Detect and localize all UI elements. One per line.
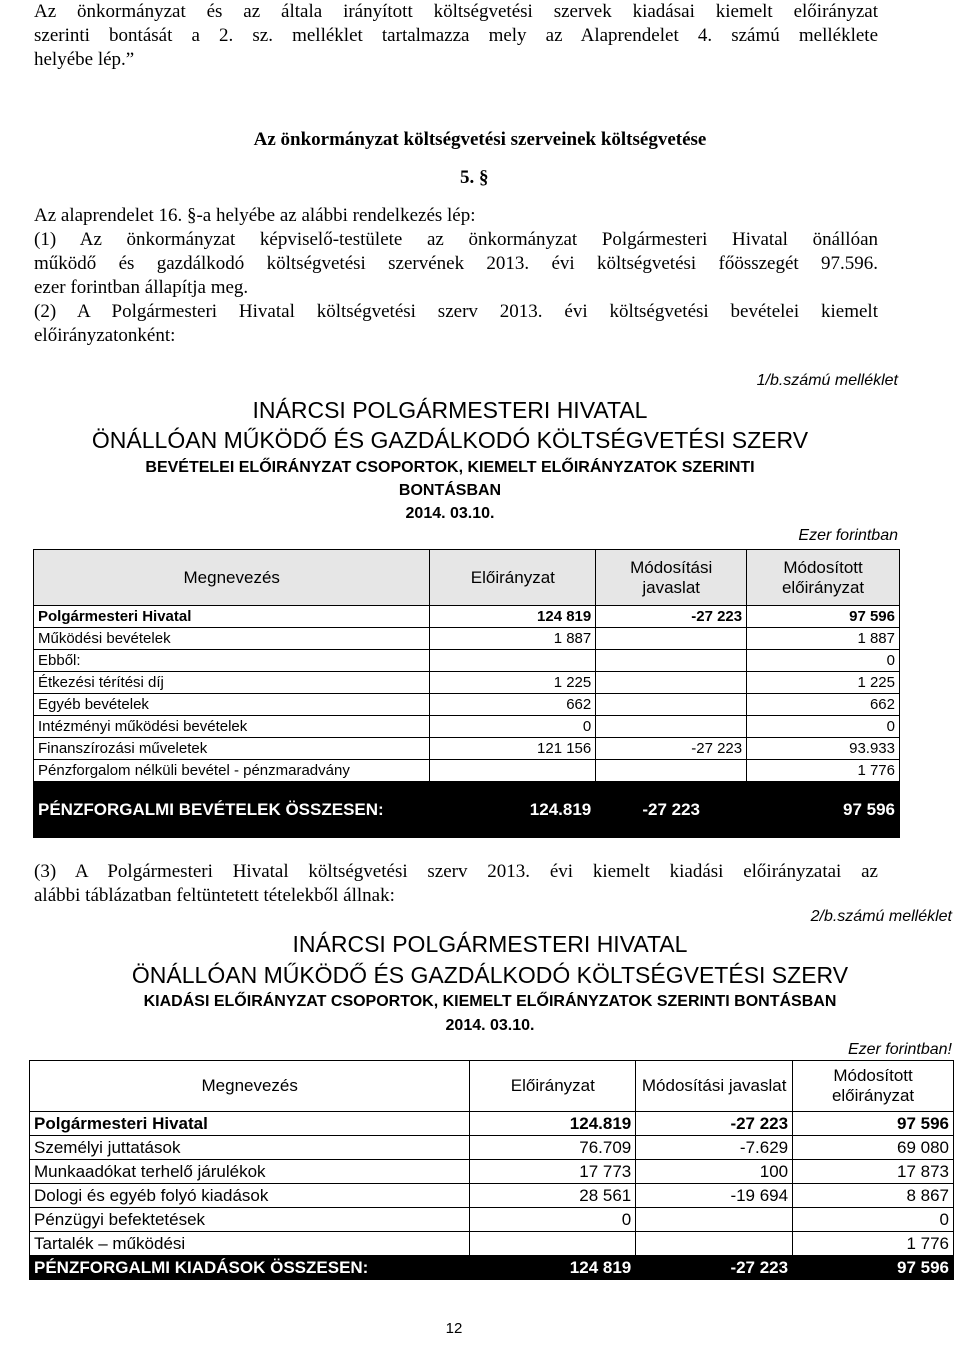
table-row [34, 672, 900, 694]
table-row [34, 650, 900, 672]
annex2-unit: Ezer forintban! [847, 1041, 952, 1058]
intro-line: Az önkormányzat és az általa irányított költségvetési szervek kiadásai kiemelt előirányzat [34, 1, 878, 22]
cell: 97 596 [747, 782, 900, 838]
main-paragraph [34, 204, 878, 348]
cell: Ebből: [34, 650, 430, 672]
cell: 0 [747, 650, 900, 672]
intro-line: szerinti bontását a 2. sz. melléklet tartalmazza mely az Alaprendelet 4. számú melléklete [34, 25, 878, 46]
para-line: (1) Az önkormányzat képviselő-testülete az önkormányzat Polgármesteri Hivatal önállóan [34, 229, 878, 250]
cell: 121 156 [430, 738, 596, 760]
cell: Étkezési térítési díj [34, 672, 430, 694]
cell: 662 [430, 694, 596, 716]
cell: Egyéb bevételek [34, 694, 430, 716]
cell: 8 867 [793, 1184, 954, 1208]
para-line: Az alaprendelet 16. §-a helyébe az alábbi rendelkezés lép: [34, 205, 476, 226]
cell: 1 887 [430, 628, 596, 650]
table-row [34, 628, 900, 650]
cell: 69 080 [793, 1136, 954, 1160]
cell: Pénzügyi befektetések [30, 1208, 470, 1232]
col-header: Előirányzat [430, 550, 596, 606]
cell: Pénzforgalom nélküli bevétel - pénzmaradvány [34, 760, 430, 782]
table-row [30, 1112, 954, 1136]
table-row [30, 1184, 954, 1208]
cell: Polgármesteri Hivatal [30, 1112, 470, 1136]
annex2-title1: INÁRCSI POLGÁRMESTERI HIVATAL [292, 931, 688, 957]
cell: -27 223 [596, 738, 747, 760]
intro-paragraph [34, 0, 878, 72]
table-row [34, 694, 900, 716]
revenue-table [33, 549, 900, 838]
cell: Polgármesteri Hivatal [34, 606, 430, 628]
col-header: Módosítási javaslat [636, 1061, 793, 1112]
intro-line: helyébe lép.” [34, 49, 135, 70]
cell: PÉNZFORGALMI KIADÁSOK ÖSSZESEN: [30, 1256, 470, 1280]
cell: 17 773 [470, 1160, 636, 1184]
cell: Tartalék – működési [30, 1232, 470, 1256]
cell [636, 1232, 793, 1256]
section-number: 5. § [460, 167, 489, 188]
cell: 76.709 [470, 1136, 636, 1160]
cell: 124.819 [430, 782, 596, 838]
para3 [34, 860, 878, 908]
para-line: alábbi táblázatban feltüntetett tételekből állnak: [34, 885, 395, 906]
col-header: Előirányzat [470, 1061, 636, 1112]
annex2-label: 2/b.számú melléklet [810, 908, 952, 925]
cell: 1 225 [430, 672, 596, 694]
cell: 1 225 [747, 672, 900, 694]
cell: Finanszírozási műveletek [34, 738, 430, 760]
cell: 97 596 [793, 1256, 954, 1280]
cell: -7.629 [636, 1136, 793, 1160]
cell: Dologi és egyéb folyó kiadások [30, 1184, 470, 1208]
cell: -19 694 [636, 1184, 793, 1208]
cell: PÉNZFORGALMI BEVÉTELEK ÖSSZESEN: [34, 782, 430, 838]
table-row [34, 716, 900, 738]
cell: Személyi juttatások [30, 1136, 470, 1160]
annex2-date: 2014. 03.10. [445, 1017, 535, 1034]
annex1-subtitle: BONTÁSBAN [398, 482, 502, 499]
cell: 124.819 [470, 1112, 636, 1136]
cell [596, 650, 747, 672]
cell: -27 223 [596, 782, 747, 838]
cell: 97 596 [793, 1112, 954, 1136]
cell: 1 887 [747, 628, 900, 650]
cell [596, 760, 747, 782]
para-line: előirányzatonként: [34, 325, 176, 346]
col-header: Módosítási javaslat [596, 550, 747, 606]
para-line: ezer forintban állapítja meg. [34, 277, 249, 298]
expense-table [29, 1060, 954, 1280]
annex1-subtitle: BEVÉTELEI ELŐIRÁNYZAT CSOPORTOK, KIEMELT ELŐIRÁNYZATOK SZERINTI [145, 459, 755, 476]
annex1-date: 2014. 03.10. [405, 505, 495, 522]
cell: -27 223 [596, 606, 747, 628]
cell: 0 [430, 716, 596, 738]
table-total-row [30, 1256, 954, 1280]
table-row [34, 738, 900, 760]
cell: 100 [636, 1160, 793, 1184]
annex2-title2: ÖNÁLLÓAN MŰKÖDŐ ÉS GAZDÁLKODÓ KÖLTSÉGVETÉSI SZERV [131, 962, 849, 988]
annex2-subtitle: KIADÁSI ELŐIRÁNYZAT CSOPORTOK, KIEMELT ELŐIRÁNYZATOK SZERINTI BONTÁSBAN [143, 993, 837, 1010]
cell: 124 819 [470, 1256, 636, 1280]
cell: 0 [470, 1208, 636, 1232]
cell: 28 561 [470, 1184, 636, 1208]
col-header: Módosított előirányzat [793, 1061, 954, 1112]
cell: 1 776 [747, 760, 900, 782]
cell: 0 [747, 716, 900, 738]
para-line: működő és gazdálkodó költségvetési szervének 2013. évi költségvetési főösszegét 97.596. [34, 253, 878, 274]
annex1-title2: ÖNÁLLÓAN MŰKÖDŐ ÉS GAZDÁLKODÓ KÖLTSÉGVETÉSI SZERV [91, 427, 809, 453]
cell: 1 776 [793, 1232, 954, 1256]
cell: 97 596 [747, 606, 900, 628]
table-row [34, 760, 900, 782]
section-heading: Az önkormányzat költségvetési szerveinek költségvetése [253, 129, 707, 150]
annex1-unit: Ezer forintban [798, 527, 898, 544]
cell [596, 672, 747, 694]
cell: 0 [793, 1208, 954, 1232]
para-line: (2) A Polgármesteri Hivatal költségvetési szerv 2013. évi költségvetési bevételei kiemelt [34, 301, 878, 322]
col-header: Megnevezés [30, 1061, 470, 1112]
col-header: Módosított előirányzat [747, 550, 900, 606]
col-header: Megnevezés [34, 550, 430, 606]
cell: 662 [747, 694, 900, 716]
table-row [30, 1208, 954, 1232]
cell [636, 1208, 793, 1232]
cell [430, 760, 596, 782]
table-header-row [34, 550, 900, 606]
cell [470, 1232, 636, 1256]
cell: 17 873 [793, 1160, 954, 1184]
cell: 93.933 [747, 738, 900, 760]
table-row [34, 606, 900, 628]
table-total-row [34, 782, 900, 838]
table-row [30, 1160, 954, 1184]
cell: 124 819 [430, 606, 596, 628]
cell [430, 650, 596, 672]
cell: Munkaadókat terhelő járulékok [30, 1160, 470, 1184]
cell: Működési bevételek [34, 628, 430, 650]
cell [596, 716, 747, 738]
cell [596, 628, 747, 650]
annex1-title1: INÁRCSI POLGÁRMESTERI HIVATAL [252, 397, 648, 423]
cell: Intézményi működési bevételek [34, 716, 430, 738]
table-row [30, 1232, 954, 1256]
table-row [30, 1136, 954, 1160]
annex1-label: 1/b.számú melléklet [756, 372, 898, 389]
table-header-row [30, 1061, 954, 1112]
cell: -27 223 [636, 1256, 793, 1280]
cell: -27 223 [636, 1112, 793, 1136]
para-line: (3) A Polgármesteri Hivatal költségvetési szerv 2013. évi kiemelt kiadási előirányzatai az [34, 861, 878, 882]
cell [596, 694, 747, 716]
page-number: 12 [445, 1320, 463, 1337]
